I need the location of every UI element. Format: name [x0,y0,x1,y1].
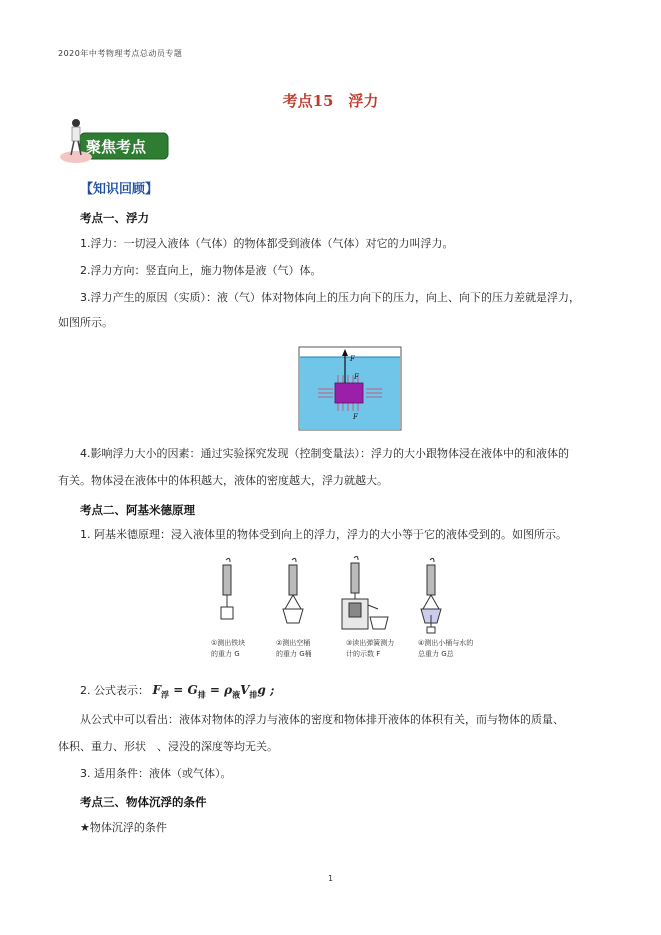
page-title: 考点15 浮力 [282,92,379,110]
point2-line1: 1. 阿基米德原理：浸入液体里的物体受到向上的浮力，浮力的大小等于它的液体受到的。如图所示。 [80,528,567,541]
svg-text:④测出小桶与水的: ④测出小桶与水的 [418,639,474,647]
point2-line4: 3. 适用条件：液体（或气体）。 [80,767,232,780]
point1-line4: 如图所示。 [58,316,113,329]
point1-line6: 有关。物体浸在液体中的体积越大，液体的密度越大，浮力就越大。 [58,474,388,487]
submerged-cube [335,383,363,403]
point1-line1: 1.浮力：一切浸入液体（气体）的物体都受到液体（气体）对它的力叫浮力。 [80,237,454,250]
svg-text:F: F [354,373,359,381]
archimedes-figure [206,555,492,667]
page-number: 1 [327,874,334,883]
svg-text:总重力 G总: 总重力 G总 [418,650,454,658]
section-heading: 【知识回顾】 [80,182,159,197]
point2-heading: 考点二、阿基米德原理 [80,503,195,517]
svg-text:①测出铁块: ①测出铁块 [211,639,246,647]
svg-text:的重力 G桶: 的重力 G桶 [276,650,312,658]
svg-text:F: F [353,413,358,421]
formula-prefix: 2. 公式表示： [80,684,149,697]
svg-text:②测出空桶: ②测出空桶 [276,639,311,647]
point1-heading: 考点一、浮力 [80,211,149,225]
point2-formula-line [80,683,274,701]
point2-line3: 体积、重力、形状 、浸没的深度等均无关。 [58,740,278,753]
svg-text:③读出弹簧测力: ③读出弹簧测力 [346,639,395,647]
page-header: 2020年中考物理考点总动员专题 [58,49,183,58]
point1-line5: 4.影响浮力大小的因素：通过实验探究发现（控制变量法）：浮力的大小跟物体浸在液体中的和液体的 [80,447,569,460]
buoyancy-formula: $F_浮 = G_排 = \rho_液V_排g$ ; [152,683,275,700]
banner-text: 聚焦考点 [86,138,147,156]
svg-text:计的示数 F: 计的示数 F [346,650,381,658]
point3-line1: ★物体沉浮的条件 [80,821,167,834]
svg-text:F: F [350,355,355,363]
buoyancy-figure [298,343,402,431]
point1-line2: 2.浮力方向：竖直向上，施力物体是液（气）体。 [80,264,322,277]
point1-line3: 3.浮力产生的原因（实质）：液（气）体对物体向上的压力向下的压力，向上、向下的压力差就是浮力， [80,291,580,304]
point3-heading: 考点三、物体沉浮的条件 [80,795,207,809]
svg-text:的重力 G: 的重力 G [211,650,240,658]
person-icon [72,119,80,127]
point2-line2: 从公式中可以看出：液体对物体的浮力与液体的密度和物体排开液体的体积有关，而与物体的质量、 [80,713,564,726]
focus-banner [58,117,170,167]
